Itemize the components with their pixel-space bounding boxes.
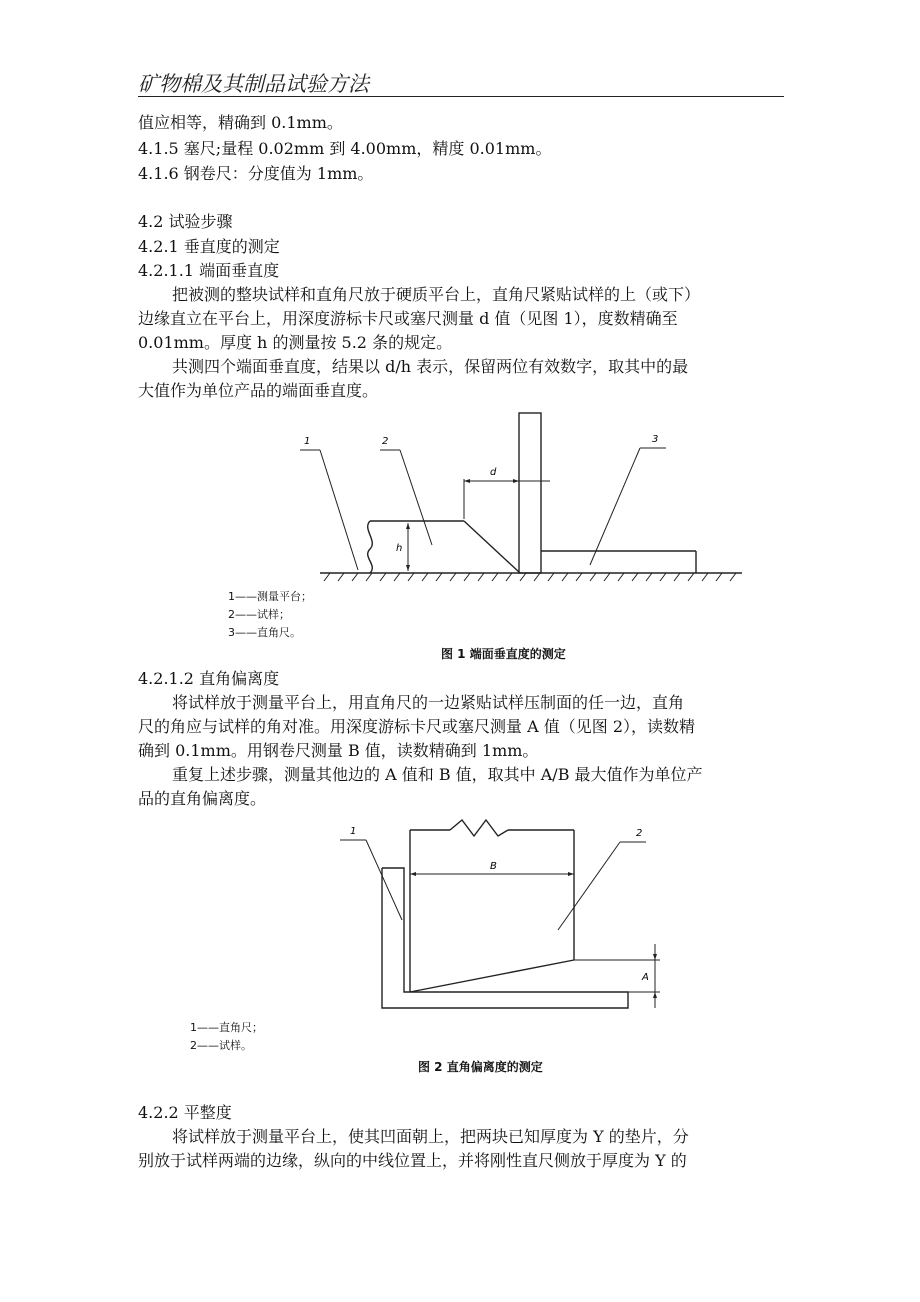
fig1-label-2: 2 <box>382 436 389 447</box>
text-line: 值应相等，精确到 0.1mm。 <box>138 113 343 132</box>
text-line: 品的直角偏离度。 <box>138 789 267 808</box>
section-heading: 4.2 试验步骤 <box>138 212 233 231</box>
text-line: 大值作为单位产品的端面垂直度。 <box>138 381 379 400</box>
text-line: 4.1.6 钢卷尺：分度值为 1mm。 <box>138 164 374 183</box>
text-line: 共测四个端面垂直度，结果以 d/h 表示，保留两位有效数字，取其中的最 <box>172 357 689 376</box>
page-header <box>138 64 784 97</box>
fig1-label-h: h <box>396 543 403 554</box>
text-line: 尺的角应与试样的角对准。用深度游标卡尺或塞尺测量 A 值（见图 2），读数精 <box>138 717 695 736</box>
text-line: 把被测的整块试样和直角尺放于硬质平台上，直角尺紧贴试样的上（或下） <box>172 285 701 304</box>
fig2-label-B: B <box>490 861 497 872</box>
figure-1-diagram <box>220 405 760 590</box>
text-line: 重复上述步骤，测量其他边的 A 值和 B 值，取其中 A/B 最大值作为单位产 <box>172 765 703 784</box>
text-line: 4.1.5 塞尺;量程 0.02mm 到 4.00mm，精度 0.01mm。 <box>138 139 552 158</box>
fig1-label-3: 3 <box>652 434 659 445</box>
text-line: 边缘直立在平台上，用深度游标卡尺或塞尺测量 d 值（见图 1），度数精确至 <box>138 309 678 328</box>
text-line: 将试样放于测量平台上，用直角尺的一边紧贴试样压制面的任一边，直角 <box>172 693 685 712</box>
figure-2-diagram <box>330 812 690 1017</box>
section-heading: 4.2.1 垂直度的测定 <box>138 237 280 256</box>
section-heading: 4.2.1.1 端面垂直度 <box>138 261 280 280</box>
fig2-label-2: 2 <box>636 828 643 839</box>
text-line: 别放于试样两端的边缘，纵向的中线位置上，并将刚性直尺侧放于厚度为 Y 的 <box>138 1151 687 1170</box>
figure-2-caption: 图 2 直角偏离度的测定 <box>418 1060 543 1074</box>
fig2-label-1: 1 <box>350 826 357 837</box>
fig1-legend-item: 2——试样； <box>228 608 290 621</box>
fig2-legend-item: 2——试样。 <box>190 1039 252 1052</box>
fig2-label-A: A <box>642 972 649 983</box>
fig1-label-d: d <box>490 467 497 478</box>
figure-1-caption: 图 1 端面垂直度的测定 <box>441 647 566 661</box>
fig1-legend-item: 3——直角尺。 <box>228 626 301 639</box>
text-line: 将试样放于测量平台上，使其凹面朝上，把两块已知厚度为 Y 的垫片，分 <box>172 1127 689 1146</box>
section-heading: 4.2.2 平整度 <box>138 1103 232 1122</box>
text-line: 确到 0.1mm。用钢卷尺测量 B 值，读数精确到 1mm。 <box>138 741 539 760</box>
fig1-legend-item: 1——测量平台； <box>228 590 312 603</box>
text-line: 0.01mm。厚度 h 的测量按 5.2 条的规定。 <box>138 333 453 352</box>
section-heading: 4.2.1.2 直角偏离度 <box>138 669 280 688</box>
fig2-legend-item: 1——直角尺； <box>190 1021 263 1034</box>
fig1-label-1: 1 <box>304 436 311 447</box>
header-title: 矿物棉及其制品试验方法 <box>138 72 369 96</box>
